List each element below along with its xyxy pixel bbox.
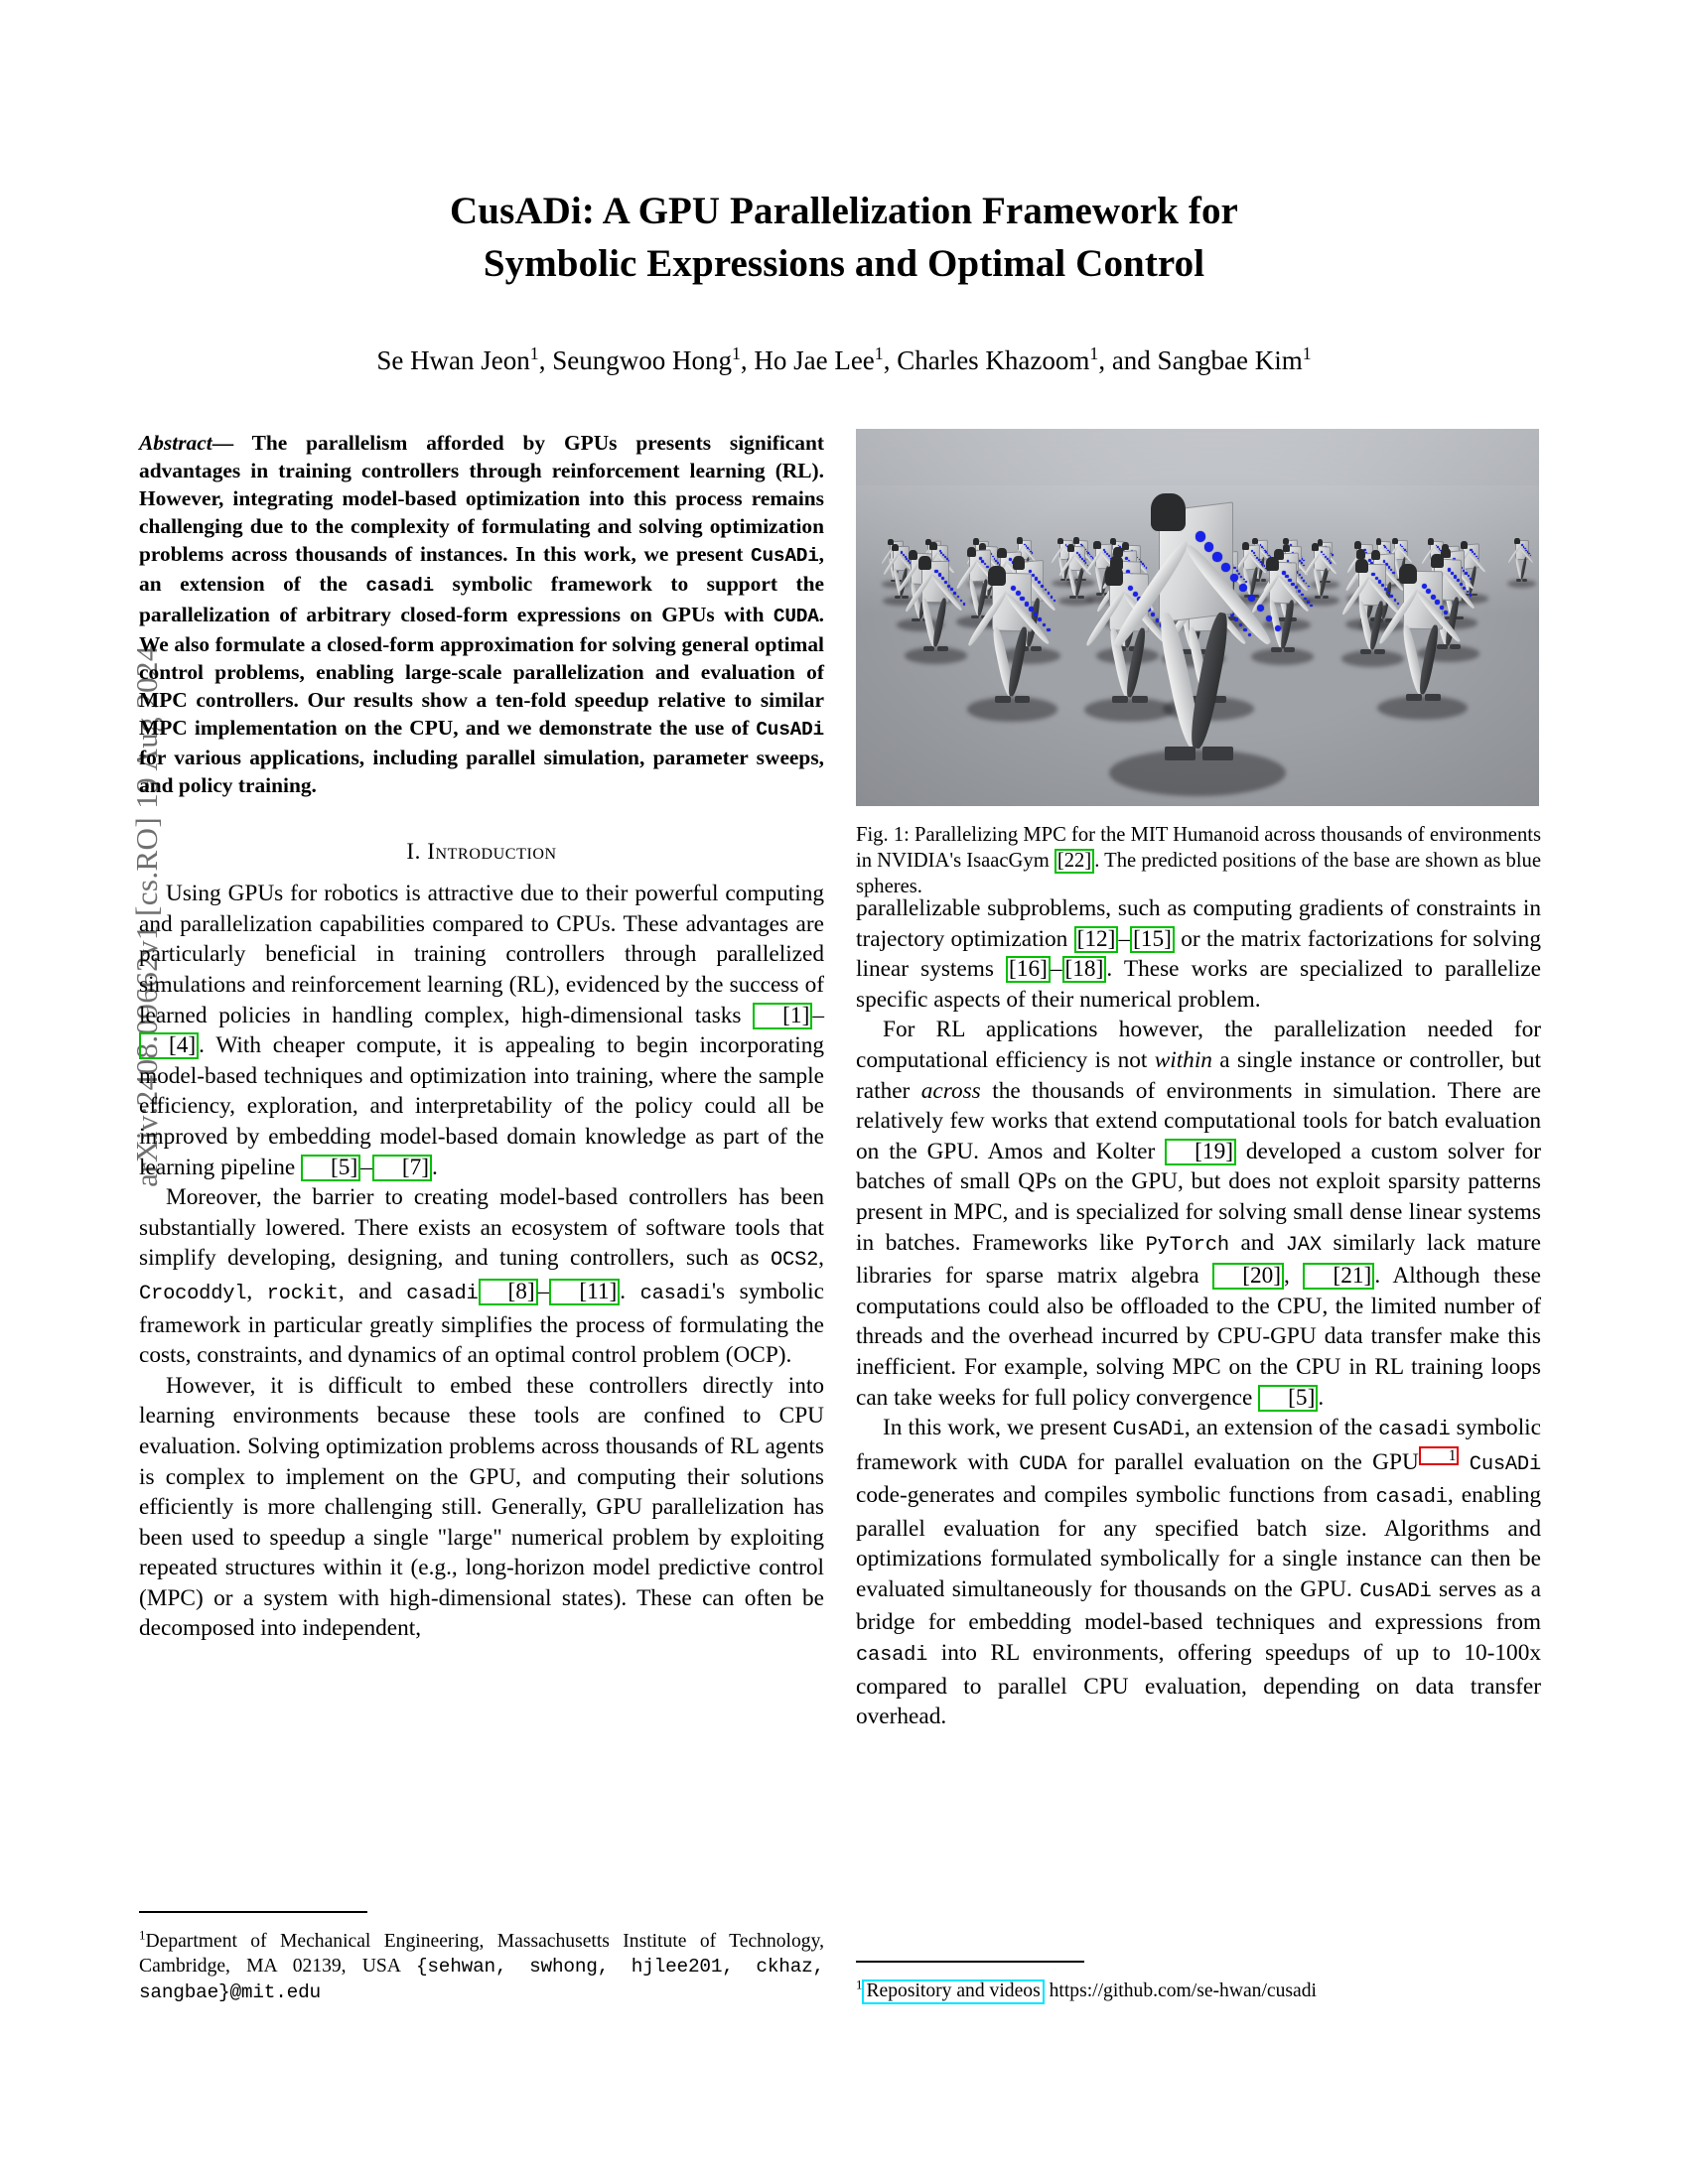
citation-link[interactable]: [19] bbox=[1165, 1139, 1236, 1165]
text-run: Moreover, the barrier to creating model-based controllers has been substantially lowered. There exists an ecosystem of software tools that simplify developing, designing, and tuning controllers, such as bbox=[139, 1184, 824, 1272]
text-run: Using GPUs for robotics is attractive due to their powerful computing and parallelization capabilities compared to CPUs. These advantages are particularly beneficial in training controllers through parallelized simulations and reinforcement learning (RL), evidenced by the success of learned policies in handling complex, high-dimensional tasks bbox=[139, 881, 824, 1028]
code-casadi: casadi bbox=[406, 1282, 479, 1305]
paragraph: However, it is difficult to embed these controllers directly into learning environments because these tools are confined to CPU evaluation. Solving optimization problems across thousands of RL agents is complex to implement on the GPU, and computing their solutions efficiently is more challenging still. Generally, GPU parallelization has been used to speedup a single "large" numerical problem by exploiting repeated structures within it (e.g., long-horizon model predictive control (MPC) or a system with high-dimensional states). These can often be decomposed into independent, bbox=[139, 1372, 824, 1642]
code-cusadi: CusADi bbox=[1359, 1579, 1432, 1603]
citation-link[interactable]: [18] bbox=[1062, 956, 1107, 983]
abstract-text-4: . We also formulate a closed-form approximation for solving general optimal control problems, enabling large-scale parallelization and evaluation of MPC controllers. Our results show a ten-fold speedup relative to similar MPC implementation on the CPU, and we demonstrate the use of bbox=[139, 602, 824, 740]
code-cuda: CUDA bbox=[773, 605, 819, 627]
abstract-dash: — bbox=[211, 431, 252, 455]
figure-label: Fig. 1: bbox=[856, 824, 910, 846]
abstract-text-2: , an extension of the bbox=[139, 542, 824, 597]
citation-link[interactable]: [5] bbox=[301, 1155, 360, 1181]
text-run: . The predicted positions of the base are shown as blue spheres. bbox=[856, 850, 1541, 897]
text-run: Department of Mechanical Engineering, Massachusetts Institute of Technology, Cambridge, MA 02139, USA bbox=[139, 1931, 824, 1977]
emphasis-across: across bbox=[920, 1077, 981, 1104]
en-dash: – bbox=[812, 1002, 824, 1028]
citation-link[interactable]: [12] bbox=[1074, 926, 1119, 953]
citation-link[interactable]: [20] bbox=[1212, 1263, 1284, 1290]
en-dash: – bbox=[1118, 925, 1131, 952]
text-run: . Although these computations could also be offloaded to the CPU, the limited number of threads and the overhead incurred by CPU-GPU data transfer make this inefficient. For example, solving MPC on the CPU in RL training loops can take weeks for full policy convergence bbox=[856, 1263, 1541, 1411]
code-cuda: CUDA bbox=[1019, 1452, 1067, 1476]
right-column bbox=[856, 893, 1541, 1732]
author-1-affil: 1 bbox=[529, 343, 539, 363]
text-run: , bbox=[1284, 1263, 1304, 1290]
text-run: into RL environments, offering speedups of up to 10-100x compared to parallel CPU evaluation, depending on data transfer overhead. bbox=[856, 1640, 1541, 1730]
citation-link[interactable]: [8] bbox=[479, 1279, 538, 1305]
sep: , bbox=[538, 345, 553, 375]
footnote-right bbox=[856, 1979, 1541, 2004]
page-title bbox=[248, 185, 1440, 290]
code-jax: JAX bbox=[1285, 1233, 1322, 1257]
text-run: . bbox=[432, 1154, 438, 1180]
text-run: serves as a bridge for embedding model-based techniques and expressions from bbox=[856, 1575, 1541, 1636]
author-3-affil: 1 bbox=[874, 343, 884, 363]
citation-link[interactable]: [1] bbox=[753, 1003, 812, 1029]
text-run: Parallelizing MPC for the MIT Humanoid across thousands of environments in NVIDIA's IsaacGym bbox=[856, 824, 1541, 872]
footnote-number: 1 bbox=[856, 1977, 863, 1992]
text-run: . bbox=[620, 1278, 640, 1304]
code-casadi: casadi bbox=[1378, 1419, 1451, 1442]
abstract bbox=[139, 429, 824, 799]
repository-url: https://github.com/se-hwan/cusadi bbox=[1044, 1980, 1317, 2001]
text-run: symbolic framework with bbox=[856, 1415, 1541, 1475]
title-line-1: CusADi: A GPU Parallelization Framework for bbox=[450, 190, 1238, 232]
code-crocoddyl: Crocoddyl bbox=[139, 1282, 247, 1305]
footnote-left bbox=[139, 1929, 824, 2005]
abstract-text-3: symbolic framework to support the parallelization of arbitrary closed-form expressions on GPUs with bbox=[139, 572, 824, 626]
text-run: and bbox=[1228, 1229, 1286, 1256]
repository-link[interactable]: Repository and videos bbox=[862, 1979, 1044, 2004]
vignette bbox=[856, 429, 1539, 806]
citation-link[interactable]: [16] bbox=[1006, 956, 1051, 983]
title-line-2: Symbolic Expressions and Optimal Control bbox=[483, 242, 1205, 285]
sep: , bbox=[740, 345, 755, 375]
paragraph: Moreover, the barrier to creating model-based controllers has been substantially lowered. There exists an ecosystem of software tools that simplify developing, designing, and tuning controllers, such as OCS2, Crocoddyl, rockit, and casadi [8] – [11] . casadi's symbolic framework in particular greatly simplifies the process of formulating the costs, constraints, and dynamics of an optimal control problem (OCP). bbox=[139, 1184, 824, 1369]
author-3: Ho Jae Lee bbox=[754, 345, 875, 375]
en-dash: – bbox=[537, 1278, 550, 1304]
author-list bbox=[199, 345, 1489, 376]
author-1: Se Hwan Jeon bbox=[376, 345, 530, 375]
code-cusadi: CusADi bbox=[756, 718, 824, 741]
left-column bbox=[139, 429, 824, 1644]
paragraph bbox=[139, 879, 824, 1182]
citation-link[interactable]: [11] bbox=[549, 1279, 620, 1305]
abstract-text-5: for various applications, including parallel simulation, parameter sweeps, and policy training. bbox=[139, 746, 824, 798]
citation-link[interactable]: [4] bbox=[139, 1032, 199, 1059]
en-dash: – bbox=[360, 1154, 372, 1180]
sep: , bbox=[1098, 345, 1112, 375]
citation-link[interactable]: [22] bbox=[1055, 849, 1094, 874]
figure-1-image bbox=[856, 429, 1539, 806]
code-cusadi: CusADi bbox=[751, 545, 819, 568]
author-2: Seungwoo Hong bbox=[552, 345, 732, 375]
author-5: and Sangbae Kim bbox=[1111, 345, 1303, 375]
author-5-affil: 1 bbox=[1302, 343, 1312, 363]
sep: , bbox=[883, 345, 898, 375]
text-run: . These works are specialized to parallelize specific aspects of their numerical problem. bbox=[856, 956, 1541, 1013]
footnote-rule-left bbox=[139, 1911, 367, 1913]
text-run: for parallel evaluation on the GPU bbox=[1066, 1448, 1419, 1475]
isaacgym-render bbox=[856, 429, 1539, 806]
citation-link[interactable]: [5] bbox=[1258, 1385, 1318, 1412]
author-2-affil: 1 bbox=[731, 343, 741, 363]
text-run: or the matrix factorizations for solving linear systems bbox=[856, 925, 1541, 983]
code-casadi: casadi bbox=[1375, 1486, 1448, 1510]
code-casadi: casadi bbox=[639, 1282, 712, 1305]
text-run: For RL applications however, the parallelization needed for computational efficiency is not bbox=[856, 1017, 1541, 1073]
footnote-number: 1 bbox=[139, 1927, 146, 1943]
paragraph bbox=[856, 1015, 1541, 1413]
code-pytorch: PyTorch bbox=[1145, 1233, 1229, 1257]
author-4: Charles Khazoom bbox=[897, 345, 1090, 375]
paragraph bbox=[856, 893, 1541, 1015]
citation-link[interactable]: [15] bbox=[1130, 926, 1175, 953]
text-run: . bbox=[1318, 1384, 1325, 1411]
arxiv-stamp: arXiv:2408.09662v1 [cs.RO] 19 Aug 2024 bbox=[129, 645, 164, 1187]
text-run: developed a custom solver for batches of small QPs on the GPU, but does not exploit sparsity patterns present in MPC, and is specialized for solving small dense linear systems in batches. Frameworks like bbox=[856, 1138, 1541, 1256]
author-4-affil: 1 bbox=[1089, 343, 1099, 363]
code-casadi: casadi bbox=[856, 1644, 928, 1668]
paragraph bbox=[856, 1413, 1541, 1732]
footnote-rule-right bbox=[856, 1961, 1084, 1963]
text-run: . With cheaper compute, it is appealing to begin incorporating model-based techniques and optimization into training, where the sample efficiency, exploration, and interpretability of the policy could all be improved by embedding model-based domain knowledge as part of the learning pipeline bbox=[139, 1032, 824, 1180]
footnote-marker-link[interactable]: 1 bbox=[1419, 1446, 1460, 1465]
text-run: similarly lack mature libraries for sparse matrix algebra bbox=[856, 1229, 1542, 1290]
citation-link[interactable]: [7] bbox=[372, 1155, 432, 1181]
code-rockit: rockit bbox=[266, 1282, 339, 1305]
code-casadi: casadi bbox=[365, 575, 434, 598]
figure-1-caption bbox=[856, 822, 1541, 899]
code-ocs2: OCS2 bbox=[771, 1249, 819, 1273]
text-run: , and bbox=[338, 1278, 407, 1304]
text-run: code-generates and compiles symbolic functions from bbox=[856, 1482, 1376, 1509]
text-run: a single instance or controller, but rather bbox=[856, 1046, 1542, 1104]
text-run: the thousands of environments in simulation. There are relatively few works that extend computational tools for batch evaluation on the GPU. Amos and Kolter bbox=[856, 1077, 1541, 1164]
abstract-label: Abstract bbox=[139, 431, 212, 455]
section-heading-introduction: I. Introduction bbox=[406, 839, 557, 865]
text-run: 's symbolic framework in particular greatly simplifies the process of formulating the costs, constraints, and dynamics of an optimal control problem (OCP). bbox=[139, 1278, 824, 1369]
emphasis-within: within bbox=[1154, 1046, 1212, 1073]
text-run: , an extension of the bbox=[1184, 1415, 1379, 1441]
code-cusadi: CusADi bbox=[1112, 1419, 1185, 1442]
code-cusadi: CusADi bbox=[1469, 1452, 1541, 1476]
text-run: parallelizable subproblems, such as computing gradients of constraints in trajectory optimization bbox=[856, 895, 1541, 952]
text-run: , enabling parallel evaluation for any specified batch size. Algorithms and optimizations formulated symbolically for a single instance can then be evaluated simultaneously for thousands on the GPU. bbox=[856, 1482, 1541, 1602]
text-run: In this work, we present bbox=[883, 1415, 1113, 1441]
en-dash: – bbox=[1050, 956, 1062, 983]
contact-emails: {sehwan, swhong, hjlee201, ckhaz, sangbae}@mit.edu bbox=[139, 1956, 824, 2003]
citation-link[interactable]: [21] bbox=[1303, 1263, 1374, 1290]
abstract-text-1: The parallelism afforded by GPUs presents significant advantages in training controllers through reinforcement learning (RL). However, integrating model-based optimization into this process remains challenging due to the complexity of formulating and solving optimization problems across thousands of instances. In this work, we present bbox=[139, 431, 824, 567]
